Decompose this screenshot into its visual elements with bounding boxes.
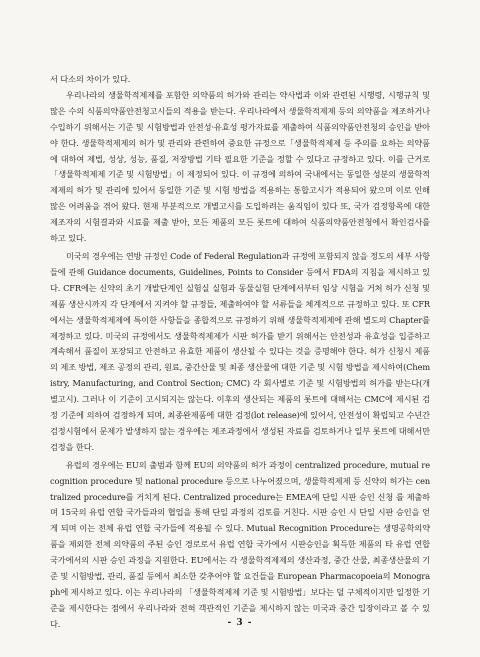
paragraph-continuation: 서 다소의 차이가 있다.	[50, 74, 131, 84]
paragraph-korea: 우리나라의 생물학적제제를 포함한 의약품의 허가와 관리는 약사법과 이와 관련된 시행령, 시행규칙 및 많은 수의 식품의약품안전청고시들의 적용을 받는다. 우리나라에서 생물학적제제 등의 의약품을 제조하거나 수입하기 위해서는 기준 및 시험방법과 안전성·유효성 평가자료를 제출하여 식품의약품안전청의 승인을 받아야 한다. 생물학적제제의 허가 및 관리와 관련하여 중요한 규정으로「생물학적제제 등 주의를 요하는 의약품에 대하여 제법, 성상, 성능, 품질, 저장방법 기타 필요한 기준을 정할 수 있다고 규정하고 있다. 이를 근거로「생물학적제제 기준 및 시험방법」이 제정되어 있다. 이 규정에 의하여 국내에서는 동일한 성분의 생물학적제제의 허가 및 관리에 있어서 동일한 기준 및 시험 방법을 적용하는 통합고시가 적용되어 왔으며 이로 인해 많은 어려움을 겪어 왔다. 현재 부분적으로 개별고시를 도입하려는 움직임이 있다 또, 국가 검정항목에 대한 제조자의 시험결과와 시료를 제출 받아, 모든 제품의 모든 롯트에 대하여 식품의약품안전청에서 확인검사를 하고 있다.	[50, 89, 430, 244]
page-number: - 3 -	[227, 618, 253, 628]
paragraph-europe: 유럽의 경우에는 EU의 출범과 함께 EU의 의약품의 허가 과정이 centralized procedure, mutual recognition procedure 및 national procedure 등으로 나누어졌으며, 생물학적제제 등 신약의 허가는 centralized procedure를 거치게 된다. Centralized procedure는 EMEA에 단일 시판 승인 신청 를 제출하며 15국의 유럽 연합 국가들과의 협업을 통해 단일 과정의 검토를 거친다. 시판 승인 시 단일 시판 승인을 얻게 되며 이는 전체 유럽 연합 국가들에 적용될 수 있다. Mutual Recognition Procedure는 생명공학의약품을 제외한 전체 의약품의 주된 승인 경로로서 유럽 연합 국가에서 시판승인을 획득한 제품의 타 유럽 연합 국가에서의 시판 승인 과정을 지원한다. EU에서는 각 생물학적제제의 생산과정, 중간 산물, 최종생산물의 기준 및 시험방법, 관리, 품질 등에서 최소한 갖추어야 할 요건들을 European Pharmacopoeia의 Monograph에 제시하고 있다. 이는 우리나라의 「생물학적제제 기준 및 시험방법」보다는 덜 구체적이지만 일정한 기준을 제시한다는 점에서 우리나라와 전혀 객관적인 기준을 제시하지 않는 미국과 중간 입장이라고 볼 수 있다.	[50, 459, 430, 629]
paragraph-usa: 미국의 경우에는 연방 규정인 Code of Federal Regulation과 규정에 포함되지 않을 정도의 세부 사항들에 관해 Guidance documents, Guidelines, Points to Consider 등에서 FDA의 지침을 제시하고 있다. CFR에는 신약의 초기 개발단계인 실험실 실험과 동물실험 단계에서부터 임상 시험을 거쳐 허가 신청 및 제품 생산시까지 각 단계에서 지켜야 할 규정들, 제출하여야 할 서류들을 체계적으로 규정하고 있다. 또 CFR에서는 생물학적제제에 특이한 사항들을 종합적으로 규정하기 위해 생물학적제제에 관해 별도의 Chapter를 제정하고 있다. 미국의 규정에서도 생물학적제제가 시판 허가를 받기 위해서는 안전성과 유효성을 입증하고 계속해서 품질이 포장되고 안전하고 유효한 제품이 생산될 수 있다는 것을 증명해야 한다. 허가 신청시 제품의 제조 방법, 제조 공정의 관리, 원료, 중간산물 및 최종 생산물에 대한 기준 및 시험 방법을 제시하여(Chemistry, Manufacturing, and Control Section; CMC) 각 회사별로 기준 및 시험방법의 허가를 받는다(개별고시). 그러나 이 기준이 고시되지는 않는다. 이후의 생산되는 제품의 롯트에 대해서는 CMC에 제시된 검정 기준에 의하여 검정하게 되며, 최종완제품에 대한 검정(lot release)에 있어서, 안전성이 확립되고 수년간 검정시험에서 문제가 발생하지 않는 경우에는 제조과정에서 생성된 자료를 검토하거나 일부 롯트에 대해서만 검정을 한다.	[50, 250, 430, 452]
